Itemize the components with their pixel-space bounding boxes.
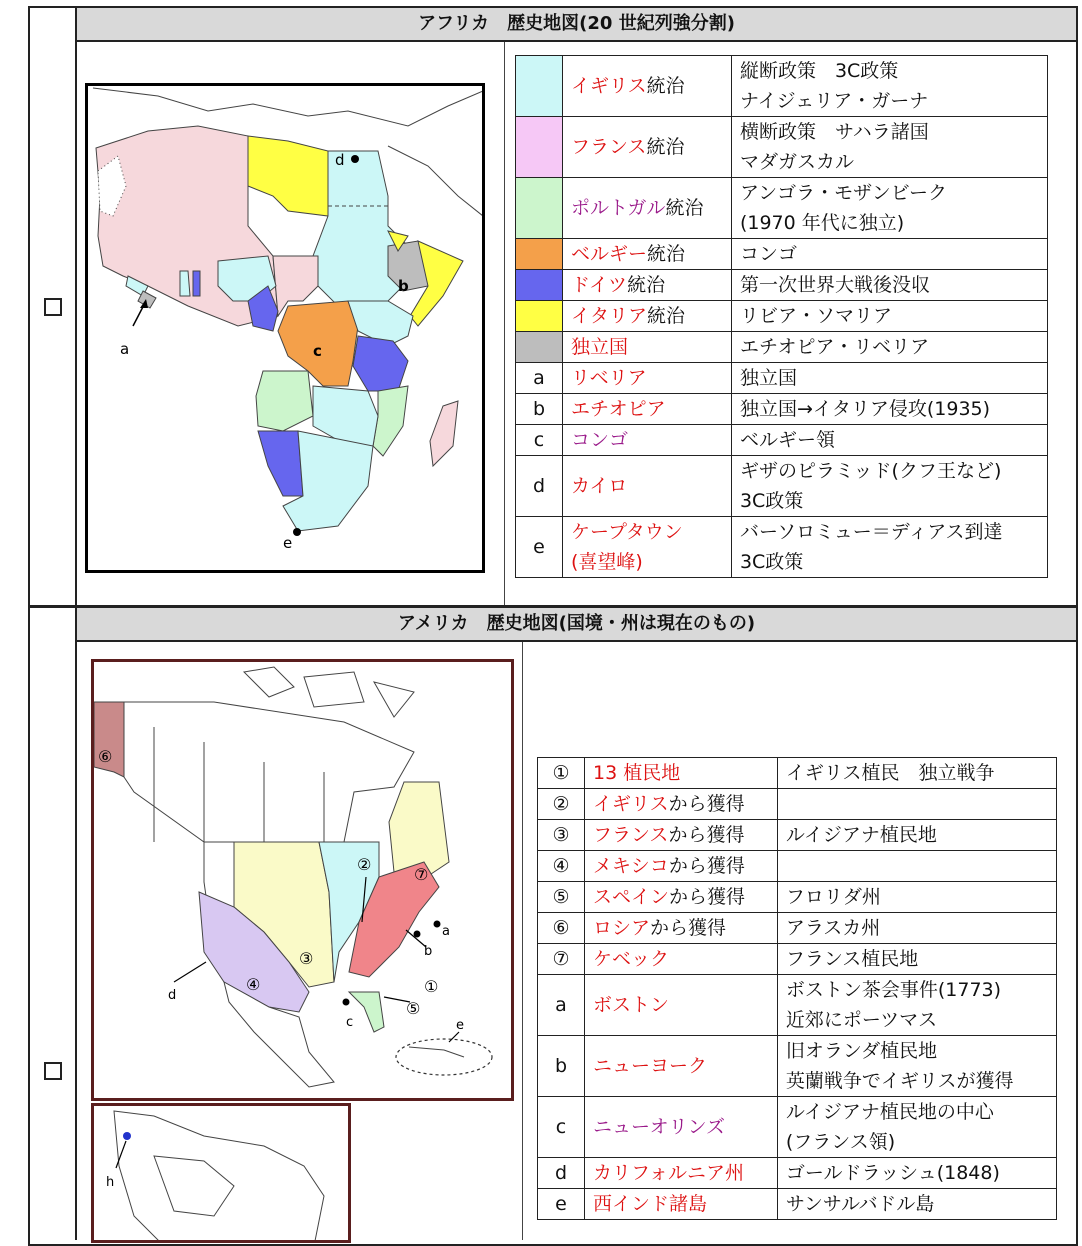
america-place-row bbox=[538, 1189, 1057, 1220]
region-name-main: ケベック bbox=[593, 948, 670, 970]
america-label-h: h bbox=[106, 1175, 115, 1190]
place-description-line: 独立国→イタリア侵攻(1935) bbox=[739, 398, 991, 420]
place-description-line: 旧オランダ植民地 bbox=[785, 1040, 938, 1062]
row-number: ③ bbox=[538, 820, 585, 851]
america-place-row bbox=[538, 1097, 1057, 1158]
place-name-line: エチオピア bbox=[571, 398, 666, 420]
row-number: ⑦ bbox=[538, 944, 585, 975]
place-name bbox=[563, 456, 732, 517]
legend-description-line: (1970 年代に独立) bbox=[739, 212, 905, 234]
legend-description-line: 縦断政策 3C政策 bbox=[739, 60, 899, 82]
america-numbered-row bbox=[538, 944, 1057, 975]
place-description-line: 3C政策 bbox=[739, 490, 804, 512]
africa-legend-row bbox=[516, 332, 1048, 363]
legend-color-swatch bbox=[516, 117, 563, 178]
region-name-suffix: から獲得 bbox=[650, 917, 727, 939]
place-description bbox=[731, 517, 1047, 578]
region-name bbox=[585, 789, 778, 820]
place-name: 西インド諸島 bbox=[585, 1189, 778, 1220]
place-description bbox=[731, 425, 1047, 456]
legend-description bbox=[731, 270, 1047, 301]
africa-place-row bbox=[516, 456, 1048, 517]
region-name bbox=[585, 882, 778, 913]
place-letter: b bbox=[538, 1036, 585, 1097]
legend-ruler-suffix: 統治 bbox=[646, 75, 685, 97]
legend-ruler-suffix: 統治 bbox=[647, 305, 686, 327]
place-letter: a bbox=[516, 363, 563, 394]
region-name bbox=[585, 913, 778, 944]
place-letter: e bbox=[516, 517, 563, 578]
row-number: ② bbox=[538, 789, 585, 820]
africa-place-row bbox=[516, 394, 1048, 425]
place-description-line: 近郊にポーツマス bbox=[785, 1009, 938, 1031]
america-numbered-row bbox=[538, 851, 1057, 882]
legend-description bbox=[731, 332, 1047, 363]
region-name bbox=[585, 851, 778, 882]
place-description-line: 独立国 bbox=[739, 367, 797, 389]
legend-color-swatch bbox=[516, 239, 563, 270]
place-description bbox=[777, 1158, 1056, 1189]
place-description-line: ボストン茶会事件(1773) bbox=[785, 979, 1002, 1001]
legend-color-swatch bbox=[516, 332, 563, 363]
legend-ruler-name: ドイツ bbox=[571, 274, 628, 296]
place-name bbox=[563, 517, 732, 578]
place-description bbox=[731, 394, 1047, 425]
place-name: ニューヨーク bbox=[585, 1036, 778, 1097]
legend-description-line: リビア・ソマリア bbox=[739, 305, 892, 327]
place-letter: b bbox=[516, 394, 563, 425]
africa-legend-row bbox=[516, 239, 1048, 270]
america-label-a: a bbox=[442, 924, 450, 939]
legend-description-line: マダガスカル bbox=[739, 151, 854, 173]
place-description-line: (フランス領) bbox=[785, 1131, 896, 1153]
america-numbered-row bbox=[538, 882, 1057, 913]
africa-legend-row bbox=[516, 117, 1048, 178]
legend-ruler bbox=[563, 178, 732, 239]
america-label-5: ⑤ bbox=[406, 999, 421, 1018]
region-description: アラスカ州 bbox=[777, 913, 1056, 944]
america-checkbox[interactable] bbox=[44, 1062, 62, 1080]
america-place-row bbox=[538, 1158, 1057, 1189]
place-description-line: 英蘭戦争でイギリスが獲得 bbox=[785, 1070, 1014, 1092]
legend-description-line: アンゴラ・モザンビーク bbox=[739, 182, 948, 204]
america-title: アメリカ 歴史地図(国境・州は現在のもの) bbox=[77, 608, 1076, 642]
place-letter: e bbox=[538, 1189, 585, 1220]
legend-ruler bbox=[563, 56, 732, 117]
legend-description bbox=[731, 117, 1047, 178]
america-label-c: c bbox=[346, 1015, 354, 1030]
region-name-suffix: から獲得 bbox=[668, 824, 745, 846]
america-place-row bbox=[538, 975, 1057, 1036]
place-name-line: ケープタウン bbox=[571, 521, 683, 543]
africa-title: アフリカ 歴史地図(20 世紀列強分割) bbox=[77, 8, 1076, 42]
place-description-line: ベルギー領 bbox=[739, 429, 835, 451]
place-name bbox=[563, 363, 732, 394]
region-name-main: ロシア bbox=[593, 917, 651, 939]
region-description: ルイジアナ植民地 bbox=[777, 820, 1056, 851]
legend-ruler bbox=[563, 301, 732, 332]
africa-map-svg bbox=[88, 86, 485, 573]
row-number: ① bbox=[538, 758, 585, 789]
africa-label-d: d bbox=[335, 151, 345, 169]
place-description-line: ギザのピラミッド(クフ王など) bbox=[739, 460, 1002, 482]
america-numbered-row bbox=[538, 789, 1057, 820]
america-label-3: ③ bbox=[299, 949, 314, 968]
place-name: カリフォルニア州 bbox=[585, 1158, 778, 1189]
south-america-map bbox=[91, 1103, 351, 1243]
legend-ruler-suffix: 統治 bbox=[665, 197, 704, 219]
legend-ruler-name: イタリア bbox=[571, 305, 648, 327]
place-description-line: ゴールドラッシュ(1848) bbox=[785, 1162, 1000, 1184]
place-description bbox=[731, 456, 1047, 517]
region-name bbox=[585, 820, 778, 851]
america-numbered-row bbox=[538, 820, 1057, 851]
africa-place-row bbox=[516, 363, 1048, 394]
legend-ruler-name: ポルトガル bbox=[571, 197, 666, 219]
region-name-suffix: から獲得 bbox=[668, 793, 745, 815]
legend-description-line: コンゴ bbox=[739, 243, 797, 265]
place-description bbox=[777, 1097, 1056, 1158]
place-description-line: バーソロミュー＝ディアス到達 bbox=[739, 521, 1003, 543]
region-description: イギリス植民 独立戦争 bbox=[777, 758, 1056, 789]
america-numbered-row bbox=[538, 758, 1057, 789]
place-description-line: 3C政策 bbox=[739, 551, 804, 573]
legend-ruler-suffix: 統治 bbox=[627, 274, 666, 296]
place-description bbox=[777, 1036, 1056, 1097]
africa-key-table bbox=[515, 55, 1048, 578]
america-place-row bbox=[538, 1036, 1057, 1097]
region-description bbox=[777, 789, 1056, 820]
legend-description bbox=[731, 239, 1047, 270]
africa-map bbox=[85, 83, 485, 573]
region-name bbox=[585, 758, 778, 789]
place-description bbox=[777, 975, 1056, 1036]
legend-description bbox=[731, 301, 1047, 332]
legend-ruler-suffix: 統治 bbox=[646, 136, 685, 158]
america-label-e: e bbox=[456, 1018, 464, 1033]
legend-description-line: 第一次世界大戦後没収 bbox=[739, 274, 930, 296]
region-name-main: スペイン bbox=[593, 886, 670, 908]
legend-description-line: ナイジェリア・ガーナ bbox=[739, 90, 929, 112]
region-name-main: フランス bbox=[593, 824, 669, 846]
legend-description bbox=[731, 56, 1047, 117]
row-number: ④ bbox=[538, 851, 585, 882]
america-label-7: ⑦ bbox=[414, 865, 429, 884]
place-name-line: カイロ bbox=[571, 475, 628, 497]
america-label-1: ① bbox=[424, 977, 439, 996]
place-letter: a bbox=[538, 975, 585, 1036]
south-america-map-svg bbox=[94, 1106, 351, 1243]
legend-ruler-name: フランス bbox=[571, 136, 647, 158]
america-label-b: b bbox=[424, 944, 433, 959]
place-letter: d bbox=[538, 1158, 585, 1189]
legend-ruler bbox=[563, 270, 732, 301]
region-description: フランス植民地 bbox=[777, 944, 1056, 975]
place-name: ボストン bbox=[585, 975, 778, 1036]
place-description bbox=[731, 363, 1047, 394]
region-name-main: 13 植民地 bbox=[593, 762, 681, 784]
region-name-main: メキシコ bbox=[593, 855, 669, 877]
place-letter: d bbox=[516, 456, 563, 517]
america-label-6: ⑥ bbox=[98, 747, 113, 766]
region-name-suffix: から獲得 bbox=[669, 886, 746, 908]
north-america-map-svg bbox=[94, 662, 514, 1101]
africa-place-row bbox=[516, 425, 1048, 456]
row-number: ⑤ bbox=[538, 882, 585, 913]
africa-label-e: e bbox=[283, 534, 293, 552]
legend-ruler-name: 独立国 bbox=[571, 336, 629, 358]
place-name-line: リベリア bbox=[571, 367, 647, 389]
region-name-suffix: から獲得 bbox=[668, 855, 745, 877]
africa-legend-row bbox=[516, 270, 1048, 301]
place-letter: c bbox=[538, 1097, 585, 1158]
place-description bbox=[777, 1189, 1056, 1220]
legend-color-swatch bbox=[516, 178, 563, 239]
africa-inner-divider bbox=[504, 42, 505, 605]
place-name bbox=[563, 425, 732, 456]
place-description-line: ルイジアナ植民地の中心 bbox=[785, 1101, 994, 1123]
legend-ruler-name: イギリス bbox=[571, 75, 647, 97]
place-letter: c bbox=[516, 425, 563, 456]
africa-legend-row bbox=[516, 301, 1048, 332]
africa-place-row bbox=[516, 517, 1048, 578]
legend-color-swatch bbox=[516, 270, 563, 301]
north-america-map bbox=[91, 659, 514, 1101]
region-name-main: イギリス bbox=[593, 793, 669, 815]
legend-ruler-suffix: 統治 bbox=[647, 243, 686, 265]
america-label-d: d bbox=[168, 988, 177, 1003]
legend-description bbox=[731, 178, 1047, 239]
place-name-line: コンゴ bbox=[571, 429, 629, 451]
place-name-line: (喜望峰) bbox=[571, 551, 643, 573]
region-description bbox=[777, 851, 1056, 882]
legend-ruler bbox=[563, 117, 732, 178]
region-name bbox=[585, 944, 778, 975]
america-label-2: ② bbox=[357, 855, 372, 874]
legend-color-swatch bbox=[516, 301, 563, 332]
africa-label-a: a bbox=[120, 340, 130, 358]
america-key-table bbox=[537, 757, 1057, 1220]
africa-legend-row bbox=[516, 178, 1048, 239]
africa-label-c: c bbox=[313, 342, 322, 360]
africa-legend-row bbox=[516, 56, 1048, 117]
legend-color-swatch bbox=[516, 56, 563, 117]
america-inner-divider bbox=[522, 642, 523, 1240]
place-name: ニューオリンズ bbox=[585, 1097, 778, 1158]
america-label-4: ④ bbox=[246, 975, 261, 994]
america-numbered-row bbox=[538, 913, 1057, 944]
place-description-line: サンサルバドル島 bbox=[785, 1193, 935, 1215]
africa-checkbox[interactable] bbox=[44, 298, 62, 316]
legend-ruler-name: ベルギー bbox=[571, 243, 648, 265]
row-number: ⑥ bbox=[538, 913, 585, 944]
place-name bbox=[563, 394, 732, 425]
legend-ruler bbox=[563, 239, 732, 270]
legend-description-line: エチオピア・リベリア bbox=[739, 336, 930, 358]
region-description: フロリダ州 bbox=[777, 882, 1056, 913]
legend-description-line: 横断政策 サハラ諸国 bbox=[739, 121, 929, 143]
africa-label-b: b bbox=[398, 277, 409, 295]
legend-ruler bbox=[563, 332, 732, 363]
